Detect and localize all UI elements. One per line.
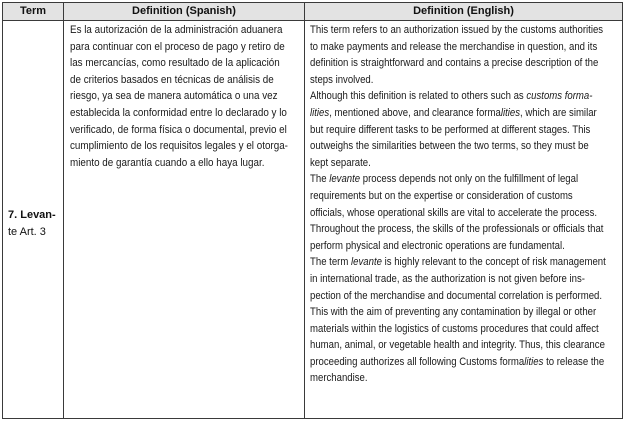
header-english: Definition (English): [305, 3, 622, 20]
definition-line: human, animal, or vegetable health and integrity. Thus, this clearance: [310, 339, 605, 352]
header-divider: [3, 20, 622, 21]
spanish-definition: [70, 22, 288, 171]
definition-line: definition is straightforward and contains a precise description of the: [310, 57, 599, 70]
definition-line: Throughout the process, the skills of the professionals or officials that: [310, 223, 604, 236]
definition-line: verificado, de forma física o documental, previo el: [70, 123, 287, 136]
definition-line: perform physical and electronic operations are fundamental.: [310, 239, 565, 252]
definition-line: pection of the merchandise and documental correlation is performed.: [310, 289, 603, 302]
definition-line: las mercancías, como resultado de la aplicación: [70, 57, 280, 70]
definition-line: de criterios basados en técnicas de análisis de: [70, 73, 274, 86]
header-spanish: Definition (Spanish): [64, 3, 304, 20]
definition-line: merchandise.: [310, 372, 368, 385]
definition-line: miento de garantía cuando a ello haya lugar.: [70, 156, 265, 169]
definition-line: materials within the logistics of customs procedures that could affect: [310, 322, 599, 335]
definition-line: kept separate.: [310, 156, 371, 169]
definition-line: establecida la conformidad entre lo declarado y lo: [70, 106, 287, 119]
term-cell: [8, 207, 63, 241]
definition-line: officials, whose operational skills are vital to accelerate the process.: [310, 206, 598, 219]
definition-line: steps involved.: [310, 73, 374, 86]
definition-line: outweighs the similarities between the two terms, so they must be: [310, 140, 589, 153]
definition-line: proceeding authorizes all following Customs formalities to release the: [310, 355, 605, 368]
definition-line: This with the aim of preventing any contamination by illegal or other: [310, 306, 597, 319]
definition-line: lities, mentioned above, and clearance formalities, which are similar: [310, 106, 597, 119]
definition-line: The term levante is highly relevant to the concept of risk management: [310, 256, 606, 269]
definition-line: Es la autorización de la administración aduanera: [70, 24, 283, 36]
definition-line: Although this definition is related to others such as customs forma-: [310, 90, 593, 103]
column-divider-2: [304, 3, 305, 418]
term-number: 7. Levan-: [8, 209, 56, 221]
terminology-table: [2, 2, 623, 419]
definition-line: in international trade, as the authorization is not given before ins-: [310, 272, 586, 285]
definition-line: riesgo, ya sea de manera automática o una vez: [70, 90, 278, 103]
definition-line: This term refers to an authorization issued by the customs authorities: [310, 24, 604, 36]
term-article: te Art. 3: [8, 226, 46, 238]
definition-line: to make payments and release the merchandise in question, and its: [310, 40, 598, 53]
column-divider-1: [63, 3, 64, 418]
definition-line: but require different tasks to be performed at different stages. This: [310, 123, 591, 136]
definition-line: cumplimiento de los requisitos legales y el otorga-: [70, 140, 288, 153]
definition-line: para continuar con el proceso de pago y retiro de: [70, 40, 285, 53]
definition-line: The levante process depends not only on the fulfillment of legal: [310, 173, 579, 186]
definition-line: requirements but on the expertise or consideration of customs: [310, 189, 573, 202]
english-definition: [310, 22, 606, 387]
header-term: Term: [3, 3, 63, 20]
